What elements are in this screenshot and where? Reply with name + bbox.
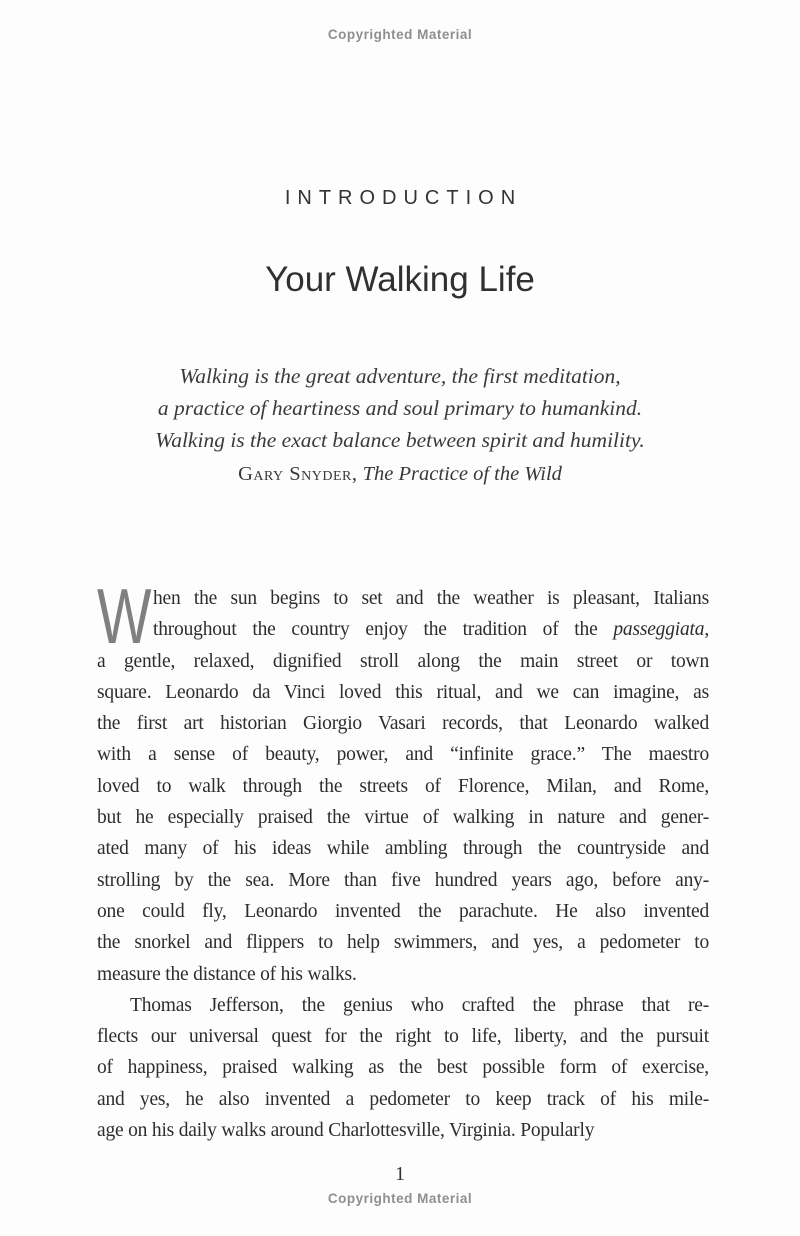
paragraph — [97, 572, 709, 990]
text-line — [97, 959, 709, 990]
text-line — [97, 1021, 709, 1052]
epigraph-attribution — [90, 463, 710, 486]
section-label: INTRODUCTION — [284, 187, 523, 209]
text-segment: and yes, he also invented a pedometer to keep track of his mile- — [97, 1088, 709, 1110]
text-line — [97, 927, 709, 958]
body-text — [97, 572, 709, 1146]
text-segment: a gentle, relaxed, dignified stroll along the main street or town — [97, 650, 709, 672]
page-number: 1 — [395, 1163, 405, 1185]
copyright-notice-bottom: Copyrighted Material — [327, 1191, 473, 1206]
text-line — [97, 865, 709, 896]
text-segment: loved to walk through the streets of Florence, Milan, and Rome, — [97, 775, 709, 797]
text-segment: flects our universal quest for the right to life, liberty, and the pursuit — [97, 1026, 709, 1048]
attribution-author: Gary Snyder, — [238, 463, 358, 485]
text-segment: one could fly, Leonardo invented the parachute. He also invented — [97, 900, 709, 922]
text-segment: hen the sun begins to set and the weather is pleasant, Italians — [153, 588, 709, 609]
paragraph — [97, 990, 709, 1146]
attribution-work: The Practice of the Wild — [362, 463, 562, 485]
text-segment: square. Leonardo da Vinci loved this ritual, and we can imagine, as — [97, 681, 709, 703]
italic-term: passeggiata — [613, 619, 705, 641]
text-segment: the snorkel and flippers to help swimmers, and yes, a pedometer to — [97, 932, 709, 954]
text-line — [97, 739, 709, 770]
text-line — [97, 708, 709, 739]
text-segment: , — [704, 619, 709, 641]
text-segment: throughout the country enjoy the tradition of the — [153, 619, 614, 641]
text-segment: strolling by the sea. More than five hundred years ago, before any- — [97, 869, 709, 891]
copyright-notice-top: Copyrighted Material — [327, 27, 473, 42]
text-segment: but he especially praised the virtue of walking in nature and gener- — [97, 807, 709, 829]
text-segment: the first art historian Giorgio Vasari records, that Leonardo walked — [97, 713, 709, 735]
text-line — [97, 646, 709, 677]
text-line — [97, 583, 709, 614]
text-line — [97, 990, 709, 1021]
text-line — [97, 1052, 709, 1083]
epigraph-line: Walking is the exact balance between spirit and humility. — [155, 428, 645, 452]
text-line — [97, 1115, 709, 1146]
text-segment: ated many of his ideas while ambling through the countryside and — [97, 838, 709, 860]
text-line — [97, 833, 709, 864]
text-line — [97, 896, 709, 927]
text-line — [97, 677, 709, 708]
text-segment: measure the distance of his walks. — [97, 963, 357, 985]
text-segment: of happiness, praised walking as the best possible form of exercise, — [97, 1057, 709, 1079]
epigraph-line: a practice of heartiness and soul primary to humankind. — [157, 396, 643, 420]
drop-cap: W — [97, 572, 152, 660]
page-title: Your Walking Life — [265, 260, 535, 299]
text-line — [97, 614, 709, 645]
text-segment: with a sense of beauty, power, and “infinite grace.” The maestro — [97, 744, 709, 766]
text-line — [97, 802, 709, 833]
text-segment: age on his daily walks around Charlottesville, Virginia. Popularly — [97, 1120, 595, 1142]
epigraph — [90, 360, 710, 456]
text-line — [97, 1084, 709, 1115]
text-line — [97, 771, 709, 802]
epigraph-line: Walking is the great adventure, the first meditation, — [179, 364, 621, 388]
text-segment: Thomas Jefferson, the genius who crafted the phrase that re- — [130, 994, 709, 1016]
